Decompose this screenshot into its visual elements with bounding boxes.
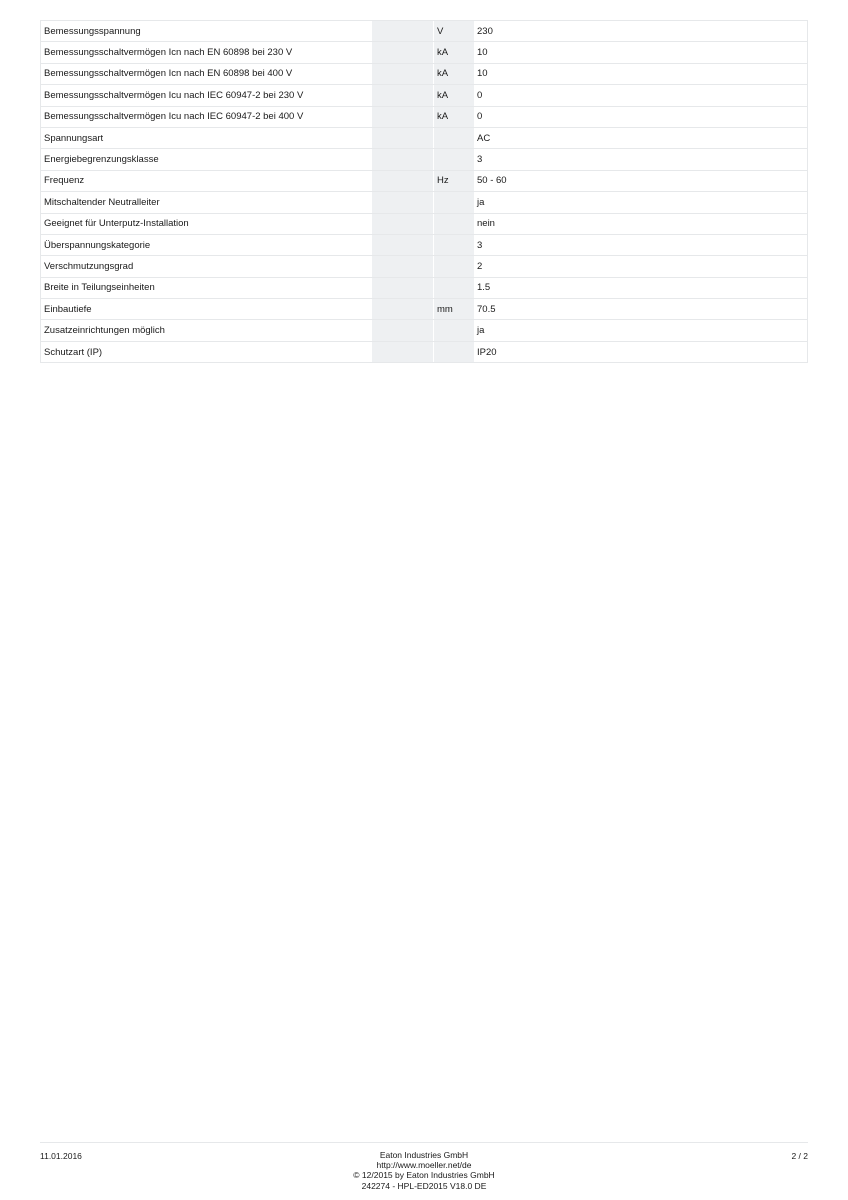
spec-name: Geeignet für Unterputz-Installation (41, 213, 373, 234)
spec-unit (434, 341, 475, 362)
spec-value: AC (474, 127, 808, 148)
spec-name: Zusatzeinrichtungen möglich (41, 320, 373, 341)
spec-value: 10 (474, 42, 808, 63)
table-row (41, 299, 808, 320)
spec-unit (434, 277, 475, 298)
table-row (41, 170, 808, 191)
spec-name: Energiebegrenzungsklasse (41, 149, 373, 170)
table-row (41, 149, 808, 170)
spec-value: ja (474, 192, 808, 213)
spec-value: ja (474, 320, 808, 341)
spec-unit: V (434, 21, 475, 42)
spec-table-body (41, 21, 808, 363)
spec-name: Verschmutzungsgrad (41, 256, 373, 277)
table-row (41, 320, 808, 341)
spec-unit: kA (434, 63, 475, 84)
spec-value: 10 (474, 63, 808, 84)
spec-name: Mitschaltender Neutralleiter (41, 192, 373, 213)
spec-name: Breite in Teilungseinheiten (41, 277, 373, 298)
spec-value: 3 (474, 149, 808, 170)
spec-value: 70.5 (474, 299, 808, 320)
spec-spacer (372, 213, 434, 234)
spec-unit (434, 213, 475, 234)
spec-value: nein (474, 213, 808, 234)
spec-unit (434, 256, 475, 277)
spec-unit (434, 149, 475, 170)
table-row (41, 234, 808, 255)
spec-spacer (372, 42, 434, 63)
spec-spacer (372, 256, 434, 277)
footer-company: Eaton Industries GmbH (379, 1150, 469, 1160)
spec-unit (434, 127, 475, 148)
table-row (41, 127, 808, 148)
footer-doc-id: 242274 - HPL-ED2015 V18.0 DE (361, 1180, 487, 1191)
spec-unit: Hz (434, 170, 475, 191)
spec-unit (434, 234, 475, 255)
spec-spacer (372, 299, 434, 320)
footer-copyright: © 12/2015 by Eaton Industries GmbH (353, 1170, 495, 1181)
spec-value: 230 (474, 21, 808, 42)
spec-name: Bemessungsschaltvermögen Icu nach IEC 60947-2 bei 230 V (41, 85, 373, 106)
spec-spacer (372, 192, 434, 213)
table-row (41, 341, 808, 362)
spec-spacer (372, 21, 434, 42)
table-row (41, 42, 808, 63)
footer-page-number: 2 / 2 (791, 1151, 808, 1161)
spec-unit: kA (434, 85, 475, 106)
footer-divider (40, 1142, 808, 1143)
table-row (41, 63, 808, 84)
spec-spacer (372, 63, 434, 84)
spec-name: Schutzart (IP) (41, 341, 373, 362)
table-row (41, 21, 808, 42)
spec-spacer (372, 320, 434, 341)
spec-name: Bemessungsschaltvermögen Icu nach IEC 60947-2 bei 400 V (41, 106, 373, 127)
spec-value: 0 (474, 106, 808, 127)
spec-spacer (372, 127, 434, 148)
spec-name: Frequenz (41, 170, 373, 191)
spec-spacer (372, 341, 434, 362)
spec-spacer (372, 234, 434, 255)
spec-spacer (372, 149, 434, 170)
spec-value: IP20 (474, 341, 808, 362)
spec-name: Einbautiefe (41, 299, 373, 320)
spec-unit: kA (434, 42, 475, 63)
spec-name: Bemessungsschaltvermögen Icn nach EN 60898 bei 230 V (41, 42, 373, 63)
table-row (41, 277, 808, 298)
spec-unit: mm (434, 299, 475, 320)
table-row (41, 192, 808, 213)
spec-value: 1.5 (474, 277, 808, 298)
table-row (41, 85, 808, 106)
spec-name: Bemessungsschaltvermögen Icn nach EN 60898 bei 400 V (41, 63, 373, 84)
footer-date: 11.01.2016 (40, 1151, 82, 1161)
table-row (41, 256, 808, 277)
spec-unit (434, 192, 475, 213)
table-row (41, 106, 808, 127)
footer-url[interactable]: http://www.moeller.net/de (376, 1160, 472, 1171)
spec-value: 3 (474, 234, 808, 255)
spec-name: Spannungsart (41, 127, 373, 148)
spec-unit (434, 320, 475, 341)
footer-info (274, 1150, 574, 1191)
spec-name: Bemessungsspannung (41, 21, 373, 42)
table-row (41, 213, 808, 234)
spec-table (40, 20, 808, 363)
spec-value: 2 (474, 256, 808, 277)
spec-spacer (372, 106, 434, 127)
spec-spacer (372, 170, 434, 191)
spec-spacer (372, 277, 434, 298)
spec-unit: kA (434, 106, 475, 127)
spec-name: Überspannungskategorie (41, 234, 373, 255)
spec-value: 50 - 60 (474, 170, 808, 191)
spec-spacer (372, 85, 434, 106)
spec-value: 0 (474, 85, 808, 106)
